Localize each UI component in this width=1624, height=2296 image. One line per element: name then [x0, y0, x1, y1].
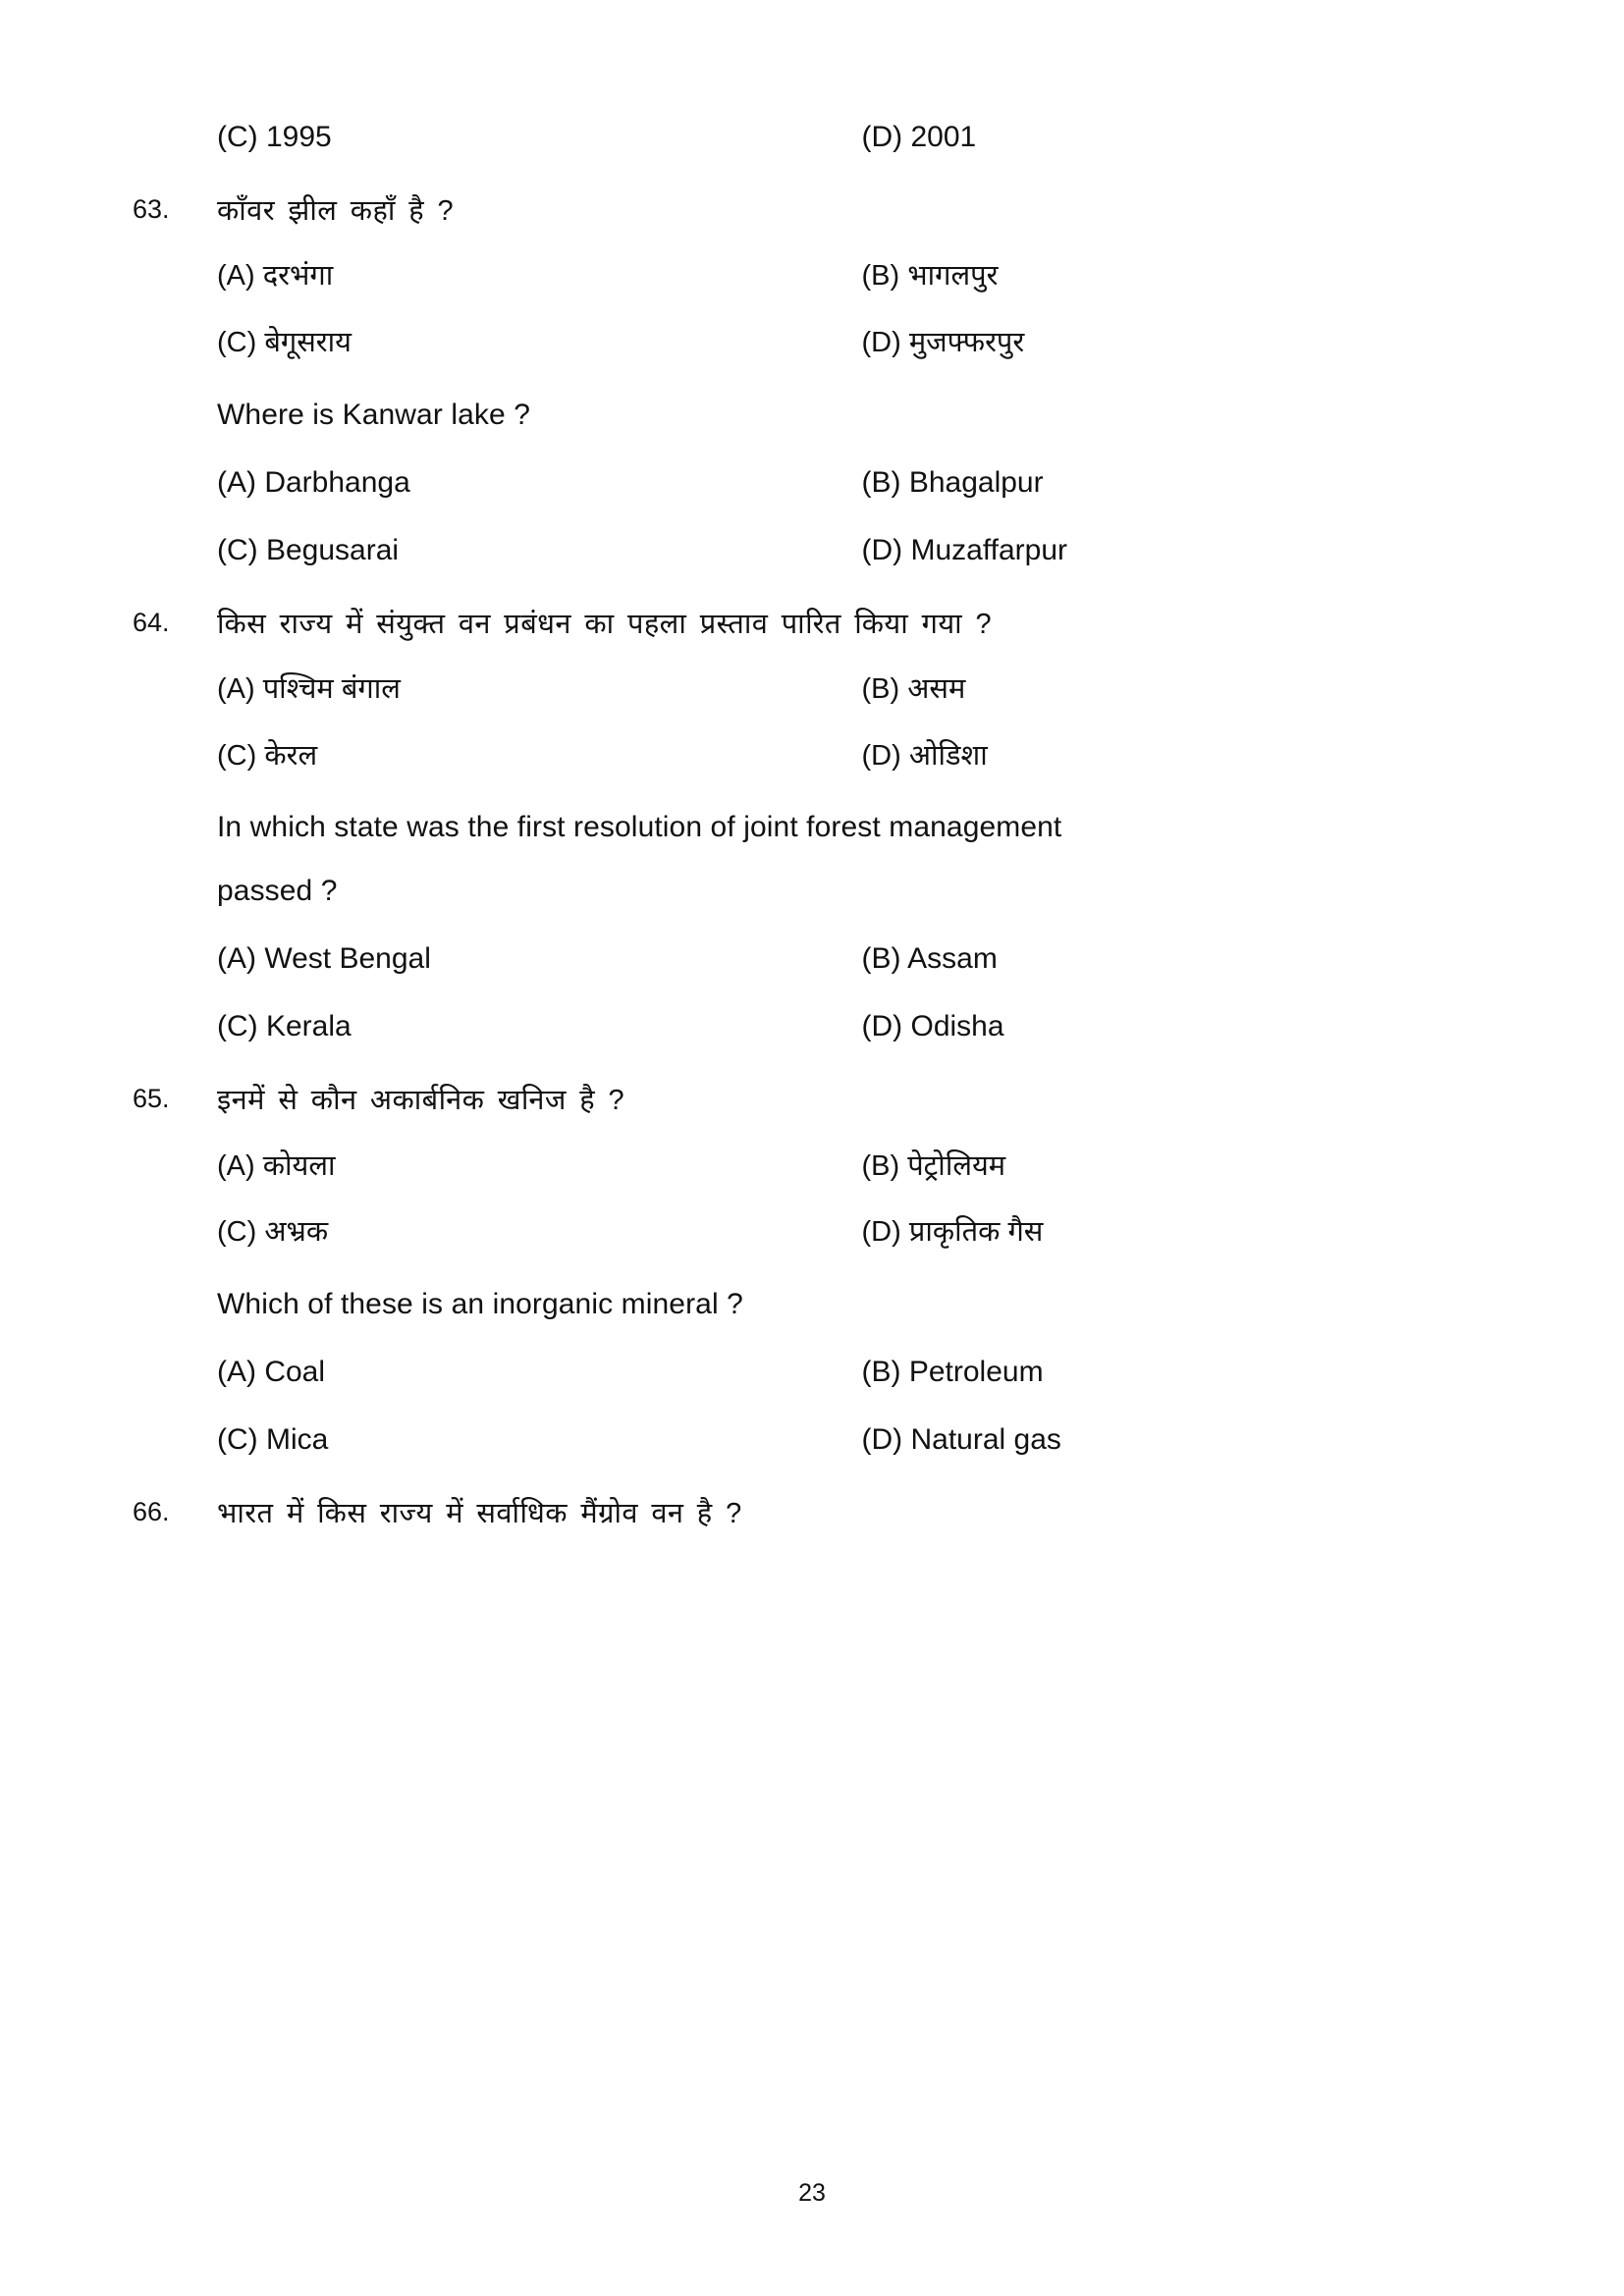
- question-63-option-d-hindi[interactable]: (D) मुजफ्फरपुर: [861, 326, 1025, 358]
- question-65-option-b-english[interactable]: (B) Petroleum: [861, 1355, 1044, 1388]
- question-63-option-a-english[interactable]: (A) Darbhanga: [217, 465, 410, 499]
- question-64-english-line2: [118, 872, 1506, 910]
- question-66-number: 66.: [133, 1496, 170, 1526]
- option-pair: [217, 463, 1506, 502]
- question-63-option-c-hindi[interactable]: (C) बेगूसराय: [217, 326, 352, 358]
- question-65-option-d-hindi[interactable]: (D) प्राकृतिक गैस: [861, 1216, 1044, 1249]
- question-65-option-a-hindi[interactable]: (A) कोयला: [217, 1149, 336, 1182]
- question-65-english-options-ab: [118, 1353, 1506, 1391]
- question-64-option-d-hindi[interactable]: (D) ओडिशा: [861, 739, 988, 772]
- question-63-text-english: Where is Kanwar lake ?: [217, 398, 531, 431]
- question-65-text-hindi: इनमें से कौन अकार्बनिक खनिज है ?: [217, 1085, 625, 1117]
- question-63-hindi-options-cd: [118, 325, 1506, 362]
- question-65-text-english: Which of these is an inorganic mineral ?: [217, 1287, 743, 1320]
- option-pair: [217, 1007, 1506, 1045]
- question-63-option-c-english[interactable]: (C) Begusarai: [217, 533, 400, 566]
- question-63-hindi-options-ab: [118, 258, 1506, 295]
- question-64-text-english-line2: passed ?: [217, 875, 338, 908]
- question-64-option-d-english[interactable]: (D) Odisha: [861, 1010, 1004, 1043]
- question-64-option-a-english[interactable]: (A) West Bengal: [217, 942, 431, 976]
- question-64-option-c-hindi[interactable]: (C) केरल: [217, 739, 318, 772]
- question-64-option-b-english[interactable]: (B) Assam: [861, 942, 998, 976]
- question-66-text-hindi: भारत में किस राज्य में सर्वाधिक मैंग्रोव वन है ?: [217, 1497, 742, 1529]
- option-pair: [217, 1353, 1506, 1391]
- question-64-option-a-hindi[interactable]: (A) पश्चिम बंगाल: [217, 672, 401, 705]
- option-pair: [217, 671, 1506, 709]
- carryover-options-row: [118, 118, 1506, 156]
- question-65-english-options-cd: [118, 1420, 1506, 1459]
- question-65-option-d-english[interactable]: (D) Natural gas: [861, 1422, 1061, 1456]
- question-63-english-options-ab: [118, 463, 1506, 502]
- option-pair: [217, 325, 1506, 362]
- question-64-hindi-options-ab: [118, 671, 1506, 709]
- question-65-option-a-english[interactable]: (A) Coal: [217, 1355, 326, 1388]
- question-63-option-d-english[interactable]: (D) Muzaffarpur: [861, 533, 1068, 566]
- question-65-english: [118, 1285, 1506, 1323]
- question-65-option-c-english[interactable]: (C) Mica: [217, 1422, 329, 1456]
- option-pair: [217, 1214, 1506, 1252]
- question-66: [118, 1496, 1506, 1531]
- question-63-option-b-english[interactable]: (B) Bhagalpur: [861, 465, 1044, 499]
- question-64-number: 64.: [133, 607, 170, 637]
- question-63-number: 63.: [133, 194, 170, 224]
- question-63: [118, 193, 1506, 229]
- option-pair: [217, 738, 1506, 775]
- question-63-english-options-cd: [118, 531, 1506, 569]
- question-65-number: 65.: [133, 1084, 170, 1114]
- question-65-option-c-hindi[interactable]: (C) अभ्रक: [217, 1216, 329, 1249]
- question-64-english-options-cd: [118, 1007, 1506, 1045]
- option-pair: [217, 939, 1506, 978]
- question-65-hindi-options-ab: [118, 1148, 1506, 1186]
- question-64-english-line1: [118, 808, 1506, 846]
- question-65-option-b-hindi[interactable]: (B) पेट्रोलियम: [861, 1149, 1006, 1182]
- question-64: [118, 607, 1506, 642]
- page-number: 23: [798, 2179, 826, 2207]
- question-65-hindi-options-cd: [118, 1214, 1506, 1252]
- question-64-option-c-english[interactable]: (C) Kerala: [217, 1010, 352, 1043]
- option-pair: [217, 1148, 1506, 1186]
- question-64-english-options-ab: [118, 939, 1506, 978]
- question-63-english: [118, 396, 1506, 434]
- question-65: [118, 1083, 1506, 1118]
- option-pair: [217, 531, 1506, 569]
- option-pair: [217, 118, 1506, 156]
- question-64-hindi-options-cd: [118, 738, 1506, 775]
- option-d[interactable]: (D) 2001: [861, 121, 977, 153]
- option-c[interactable]: (C) 1995: [217, 121, 332, 153]
- question-63-option-b-hindi[interactable]: (B) भागलपुर: [861, 260, 999, 293]
- question-64-option-b-hindi[interactable]: (B) असम: [861, 672, 966, 705]
- question-64-text-english-line1: In which state was the first resolution of joint forest management: [217, 811, 1062, 844]
- option-pair: [217, 258, 1506, 295]
- question-64-text-hindi: किस राज्य में संयुक्त वन प्रबंधन का पहला प्रस्ताव पारित किया गया ?: [217, 608, 993, 640]
- question-63-option-a-hindi[interactable]: (A) दरभंगा: [217, 260, 334, 293]
- question-63-text-hindi: काँवर झील कहाँ है ?: [217, 195, 455, 227]
- option-pair: [217, 1420, 1506, 1459]
